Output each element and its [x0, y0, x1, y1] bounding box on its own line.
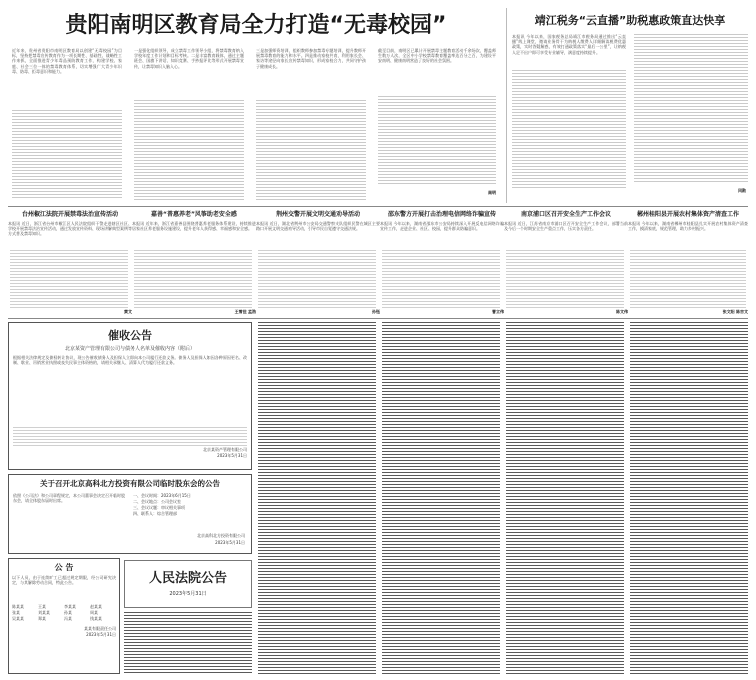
notice-date: 2023年5月31日: [217, 453, 247, 458]
name-list: [12, 604, 116, 622]
brief-byline: 张文阳 陈吉文: [722, 309, 748, 314]
brief-text-block: [630, 250, 746, 310]
main-story-column-4: 截至目前，南明区已累计开展禁毒主题教育活动千余场次，覆盖师生数万人次，全区中小学校禁毒教育覆盖率达百分之百，为建设平安南明、健康南明营造了良好的社会氛围。: [378, 48, 496, 64]
brief-body: 本报讯 近日，湖北省荆州市公安局交通警察支队组织民警在城区主要路口开展文明交通劝导活动，引导市民自觉遵守交通法规。: [256, 221, 380, 232]
brief-headline: 荆州交警开展文明交通劝导活动: [275, 211, 360, 218]
notice-detail-line: 三、会议议题：审议相关事项: [133, 505, 185, 510]
notice-detail-line: 二、会议地点：公司会议室: [133, 499, 181, 504]
notice-detail-line: 一、会议时间：2023年6月15日: [133, 493, 191, 498]
court-notice-column: [506, 322, 624, 674]
side-story-byline: 闫勋: [738, 188, 746, 193]
name-item: 李某某: [64, 604, 76, 609]
brief-text-block: [382, 250, 500, 310]
main-story-text-block: [256, 100, 366, 200]
section-divider: [8, 318, 748, 319]
notice-date: 2023年5月31日: [86, 632, 116, 637]
notice-date: 2023年5月31日: [215, 540, 245, 545]
court-notice-column: [258, 322, 376, 674]
brief-headline: 郴州桂阳县开展农村集体资产清查工作: [636, 211, 739, 218]
brief-headline: 邵东警方开展打击治理电信网络诈骗宣传: [387, 211, 496, 218]
brief-text-block: [506, 250, 624, 310]
name-item: 陈某某: [12, 604, 24, 609]
brief-byline: 黄文: [124, 309, 132, 314]
name-item: 赵某某: [90, 604, 102, 609]
main-story-text-block: [378, 96, 496, 186]
notice-signature: 某某有限责任公司: [84, 626, 116, 631]
notice-signature: 北京高科北方投资有限公司: [197, 533, 245, 538]
name-item: 吴某某: [12, 616, 24, 621]
notice-body: 以下人员，由于连续旷工已超过规定期限，经公司研究决定，与其解除劳动合同，特此公告。: [12, 575, 116, 586]
court-notice-text-block: [124, 612, 252, 674]
main-story-column-1: 近年来，贵州省贵阳市南明区教育局以创建“无毒校园”为目标，坚持把禁毒宣传教育作为一项长期性、基础性、战略性工作来抓，全面推进青少年毒品预防教育工作，构建学校、家庭、社会三位一体的禁毒教育体系，切实增强广大青少年识毒、防毒、拒毒意识和能力。: [12, 48, 122, 74]
brief-byline: 曹立伟: [492, 309, 504, 314]
notice-text-block: [13, 427, 247, 447]
side-story-text-block: [512, 70, 626, 190]
main-story-text-block: [12, 110, 122, 200]
brief-headline: 台州椒江法院开展禁毒法治宣传活动: [21, 211, 118, 218]
main-headline: 贵阳南明区教育局全力打造“无毒校园”: [65, 13, 447, 38]
brief-headline: 南京浦口区召开安全生产工作会议: [520, 211, 611, 218]
notice-detail-line: 四、联系人：综合管理部: [133, 511, 177, 516]
notice-collection: [8, 322, 252, 470]
court-notice-column: [630, 322, 748, 674]
section-divider: [8, 206, 748, 207]
court-notice-column: [382, 322, 500, 674]
notice-subtitle: 北京某资产管理有限公司与债务人名单及催收内容（附后）: [64, 346, 195, 352]
notice-title: 催收公告: [108, 329, 152, 342]
brief-body: 本报讯 今年以来，湖南省郴州市桂阳县扎实开展农村集体资产清查工作，摸清家底，规范管理，助力乡村振兴。: [628, 221, 748, 232]
main-story-column-2: 一是强化组织领导，成立禁毒工作领导小组，将禁毒教育纳入学校年度工作计划和目标考核。二是丰富教育载体，通过主题班会、国旗下讲话、知识竞赛、手抄报评比等形式开展禁毒宣传，让禁毒知识入脑入心。: [134, 48, 244, 69]
brief-text-block: [258, 250, 376, 310]
name-item: 孙某: [64, 610, 72, 615]
name-item: 刘某某: [38, 610, 50, 615]
name-item: 周某: [90, 610, 98, 615]
brief-body: 本报讯 近年来，浙江省嘉善县围绕普惠养老服务体系建设，持续推进居家社区养老服务设施建设，提升老年人获得感、幸福感和安全感。: [132, 221, 256, 232]
notice-title: 关于召开北京高科北方投资有限公司临时股东会的公告: [40, 479, 220, 488]
brief-text-block: [134, 250, 252, 310]
brief-byline: 孙钰: [372, 309, 380, 314]
name-item: 王某: [38, 604, 46, 609]
notice-shareholder-meeting: [8, 474, 252, 554]
brief-byline: 陈文伟: [616, 309, 628, 314]
brief-body: 本报讯 今年以来，湖南省邵东市公安局持续深入开展反电信网络诈骗宣传工作，走进企业、社区、校园，提升群众防骗意识。: [380, 221, 504, 232]
main-story-byline: 南明: [488, 190, 496, 195]
name-item: 张某: [12, 610, 20, 615]
brief-headline: 嘉善“普惠养老”风筝助老安全感: [151, 211, 237, 218]
notice-body: 根据相关法律规定及债权转让协议，现公告催收债务人及担保人立即向本公司履行还款义务。债务人及担保人如因各种原因更名、改制、歇业、吊销营业执照或丧失民事主体资格的，请相关承继人、清算人代为履行还款义务。: [13, 355, 247, 366]
main-story-column-3: 三是加强师资培训，组织教师参加禁毒专题培训，提升教师开展禁毒教育的能力和水平。四是推动家校共育，利用家长会、家访等途径向家长宣传禁毒知识，形成家校合力，共同守护孩子健康成长。: [256, 48, 366, 69]
brief-body: 本报讯 近日，浙江省台州市椒江区人民法院组织干警走进辖区社区、学校开展禁毒法治宣传活动，通过发放宣传资料、现场讲解典型案例等方式普及禁毒知识。: [8, 221, 132, 237]
notice-details: [133, 493, 245, 517]
brief-text-block: [10, 250, 128, 310]
court-notice-header: [124, 560, 252, 608]
name-item: 郑某: [38, 616, 46, 621]
name-item: 冯某: [64, 616, 72, 621]
side-story-column-1: 本报讯 今年以来，国家税务总局靖江市税务局通过推出“云直播”线上课堂，邀请业务骨干为纳税人缴费人详细解读税费优惠政策，实时答疑解惑，有效打通政策落实“最后一公里”，让纳税人足不出户即可享受专业辅导，满意度持续提升。: [512, 34, 626, 55]
notice-signature: 北京某资产管理有限公司: [203, 447, 247, 452]
court-notice-title: 人民法院公告: [148, 571, 227, 586]
main-story-text-block: [134, 100, 244, 200]
name-item: 钱某某: [90, 616, 102, 621]
side-story-text-block: [634, 34, 748, 184]
notice-title: 公 告: [54, 563, 74, 572]
notice-small: [8, 558, 120, 674]
brief-byline: 王雪佳 孟浩: [234, 309, 256, 314]
notice-body: 依照《公司法》和公司章程规定，本公司董事会决定召开临时股东会，请全体股东届时出席。: [13, 493, 125, 504]
brief-body: 本报讯 近日，江苏省南京市浦口区召开安全生产工作会议，部署当前及今后一个时期安全生产重点工作，压实各方责任。: [504, 221, 628, 232]
side-headline: 靖江税务“云直播”助税惠政策直达快享: [534, 14, 726, 27]
court-notice-date: 2023年5月31日: [169, 591, 207, 597]
column-divider: [506, 8, 507, 203]
